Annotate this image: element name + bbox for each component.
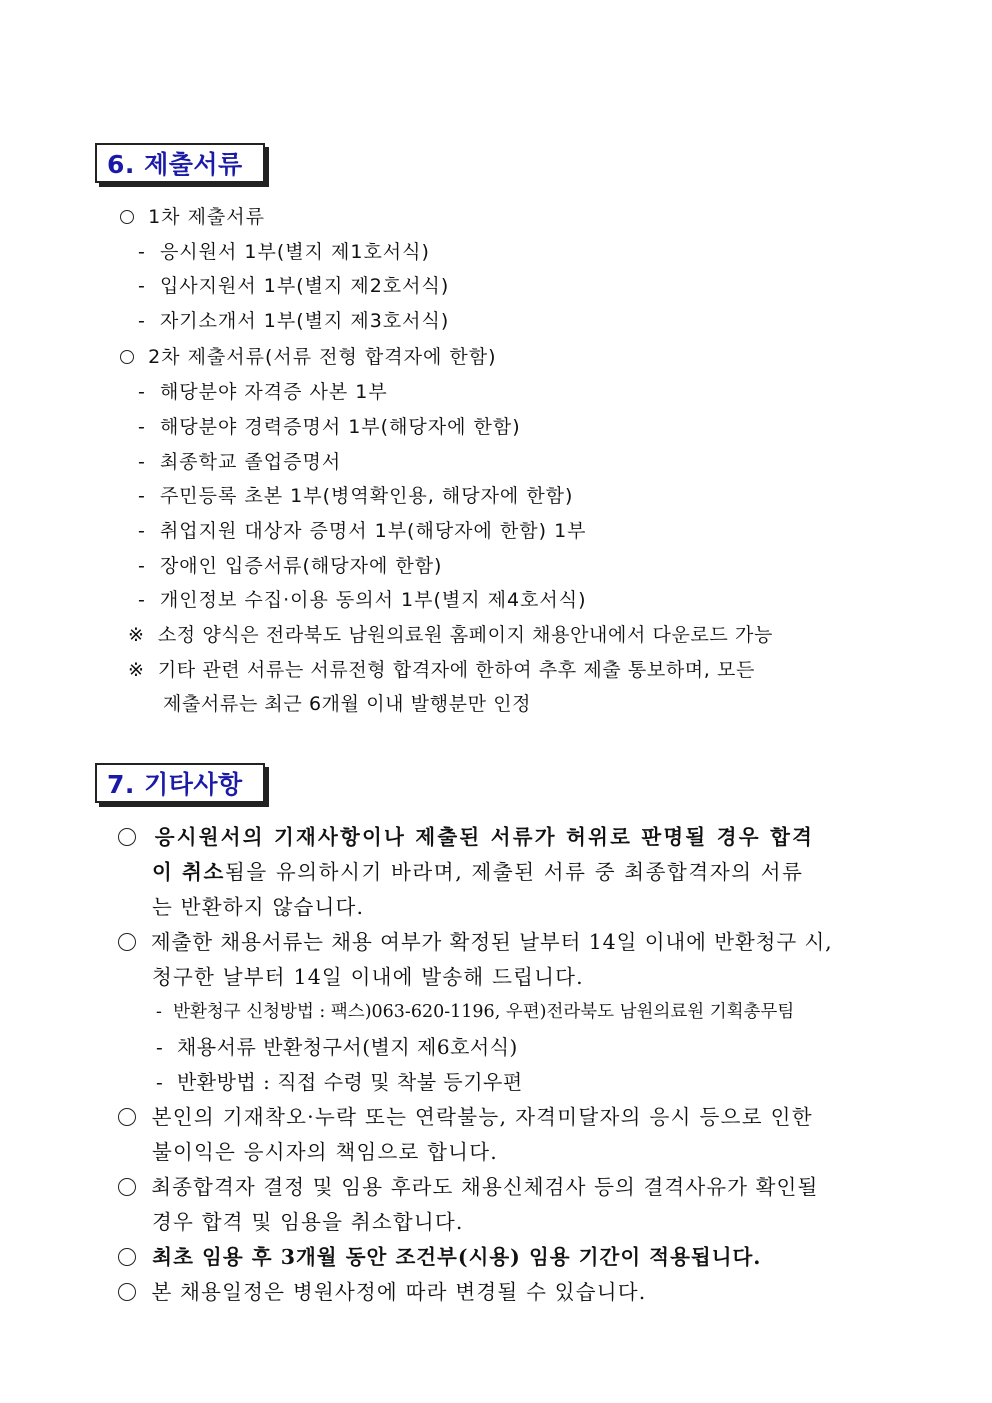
circle-bullet-icon	[118, 1178, 136, 1196]
paragraph-2-line-2: 청구한 날부터 14일 이내에 발송해 드립니다.	[152, 965, 584, 989]
paragraph-5: 최초 임용 후 3개월 동안 조건부(시용) 임용 기간이 적용됩니다.	[118, 1243, 761, 1271]
section-7-heading	[95, 763, 265, 803]
circle-bullet-icon	[118, 933, 136, 951]
first-round-label: 1차 제출서류	[120, 204, 265, 230]
paragraph-1-line-2: 이 취소됨을 유의하시기 바라며, 제출된 서류 중 최종합격자의 서류	[152, 860, 804, 884]
list-item: - 취업지원 대상자 증명서 1부(해당자에 한함) 1부	[138, 520, 587, 542]
note-2-continued: 제출서류는 최근 6개월 이내 발행분만 인정	[163, 693, 532, 715]
list-item: - 입사지원서 1부(별지 제2호서식)	[138, 275, 450, 297]
section-6-heading	[95, 143, 265, 183]
circle-bullet-icon	[118, 1108, 136, 1126]
second-round-label: 2차 제출서류(서류 전형 합격자에 한함)	[120, 344, 496, 370]
list-item: - 장애인 입증서류(해당자에 한함)	[138, 555, 443, 577]
list-item: - 응시원서 1부(별지 제1호서식)	[138, 241, 430, 263]
note-2: ※ 기타 관련 서류는 서류전형 합격자에 한하여 추후 제출 통보하며, 모든	[128, 659, 755, 681]
section-7-title: 7. 기타사항	[107, 770, 243, 799]
list-item: - 해당분야 자격증 사본 1부	[138, 381, 388, 403]
list-item: - 자기소개서 1부(별지 제3호서식)	[138, 310, 450, 332]
note-1: ※ 소정 양식은 전라북도 남원의료원 홈페이지 채용안내에서 다운로드 가능	[128, 624, 773, 646]
circle-bullet-icon	[118, 828, 136, 846]
list-item: - 주민등록 초본 1부(병역확인용, 해당자에 한함)	[138, 485, 574, 507]
paragraph-2-sub-3: - 반환방법 : 직접 수령 및 착불 등기우편	[156, 1070, 523, 1094]
paragraph-4-line-2: 경우 합격 및 임용을 취소합니다.	[152, 1210, 464, 1234]
circle-bullet-icon	[120, 210, 134, 224]
paragraph-3-line-1: 본인의 기재착오·누락 또는 연락불능, 자격미달자의 응시 등으로 인한	[118, 1103, 813, 1131]
paragraph-6: 본 채용일정은 병원사정에 따라 변경될 수 있습니다.	[118, 1278, 647, 1306]
list-item: - 해당분야 경력증명서 1부(해당자에 한함)	[138, 416, 521, 438]
circle-bullet-icon	[120, 350, 134, 364]
paragraph-2-sub-1: - 반환청구 신청방법 : 팩스)063-620-1196, 우편)전라북도 남원의료원 기획총무팀	[156, 1002, 795, 1022]
list-item: - 개인정보 수집·이용 동의서 1부(별지 제4호서식)	[138, 589, 587, 611]
paragraph-2-line-1: 제출한 채용서류는 채용 여부가 확정된 날부터 14일 이내에 반환청구 시,	[118, 928, 833, 956]
list-item: - 최종학교 졸업증명서	[138, 451, 342, 473]
paragraph-2-sub-2: - 채용서류 반환청구서(별지 제6호서식)	[156, 1035, 518, 1059]
paragraph-1-line-1: 응시원서의 기재사항이나 제출된 서류가 허위로 판명될 경우 합격	[118, 823, 814, 851]
section-6-title: 6. 제출서류	[107, 150, 243, 179]
paragraph-1-line-3: 는 반환하지 않습니다.	[152, 895, 365, 919]
paragraph-3-line-2: 불이익은 응시자의 책임으로 합니다.	[152, 1140, 498, 1164]
circle-bullet-icon	[118, 1283, 136, 1301]
paragraph-4-line-1: 최종합격자 결정 및 임용 후라도 채용신체검사 등의 결격사유가 확인될	[118, 1173, 818, 1201]
circle-bullet-icon	[118, 1248, 136, 1266]
